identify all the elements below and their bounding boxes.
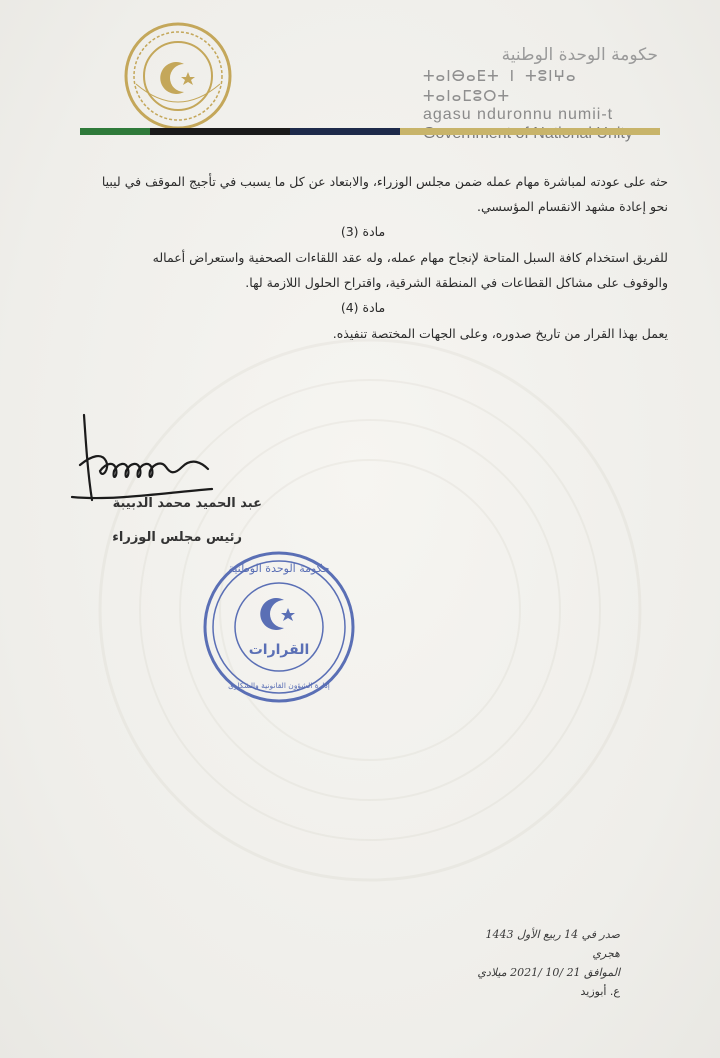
band-green (80, 128, 150, 135)
article-4-line-1: يعمل بهذا القرار من تاريخ صدوره، وعلى الجهات المختصة تنفيذه. (332, 326, 668, 341)
signatory-title: رئيس مجلس الوزراء (112, 530, 242, 545)
article-3-line-2: والوقوف على مشاكل القطاعات في المنطقة الشرقية، واقتراح الحلول اللازمة لها. (245, 275, 668, 290)
header-color-band (80, 128, 660, 135)
government-logo-icon (122, 20, 234, 132)
hijri-date: صدر في 14 ربيع الأول 1443 هجري (485, 928, 620, 960)
clerk-initials: ع. أبوزيد (580, 985, 620, 998)
band-black (150, 128, 290, 135)
band-gold (400, 128, 660, 135)
government-name-tifinagh: ⵜⴰⵏⴱⴰⴹⵜ ⵏ ⵜⵓⵏⵖⴰ ⵜⴰⵏⴰⵎⵓⵔⵜ (423, 67, 577, 105)
government-name-arabic: حكومة الوحدة الوطنية (501, 45, 658, 65)
document-body (58, 168, 668, 348)
government-name-amazigh: agasu nduronnu numii-t (423, 106, 614, 123)
date-block (470, 925, 620, 1001)
article-3-line-1: للفريق استخدام كافة السبل المتاحة لإنجاح مهام عمله، وله عقد اللقاءات الصحفية واستعراض أعماله (152, 250, 668, 265)
article-3-heading: مادة (3) (340, 224, 386, 239)
stamp-mid-text: القرارات (248, 642, 310, 658)
band-navy (290, 128, 400, 135)
stamp-bottom-text: إدارة الشؤون القانونية والشكاوى (228, 681, 330, 690)
gregorian-date: الموافق 21 /10 /2021 ميلادي (477, 966, 620, 979)
official-stamp-icon (200, 548, 358, 706)
signatory-name: عبد الحميد محمد الدبيبة (112, 496, 262, 511)
body-line-2: نحو إعادة مشهد الانقسام المؤسسي. (476, 199, 668, 214)
article-4-heading: مادة (4) (340, 300, 386, 315)
body-line-1: حثه على عودته لمباشرة مهام عمله ضمن مجلس الوزراء، والابتعاد عن كل ما يسبب في تأجيج الموقف في ليبيا (101, 174, 668, 189)
stamp-top-text: حكومة الوحدة الوطنية (228, 562, 330, 575)
